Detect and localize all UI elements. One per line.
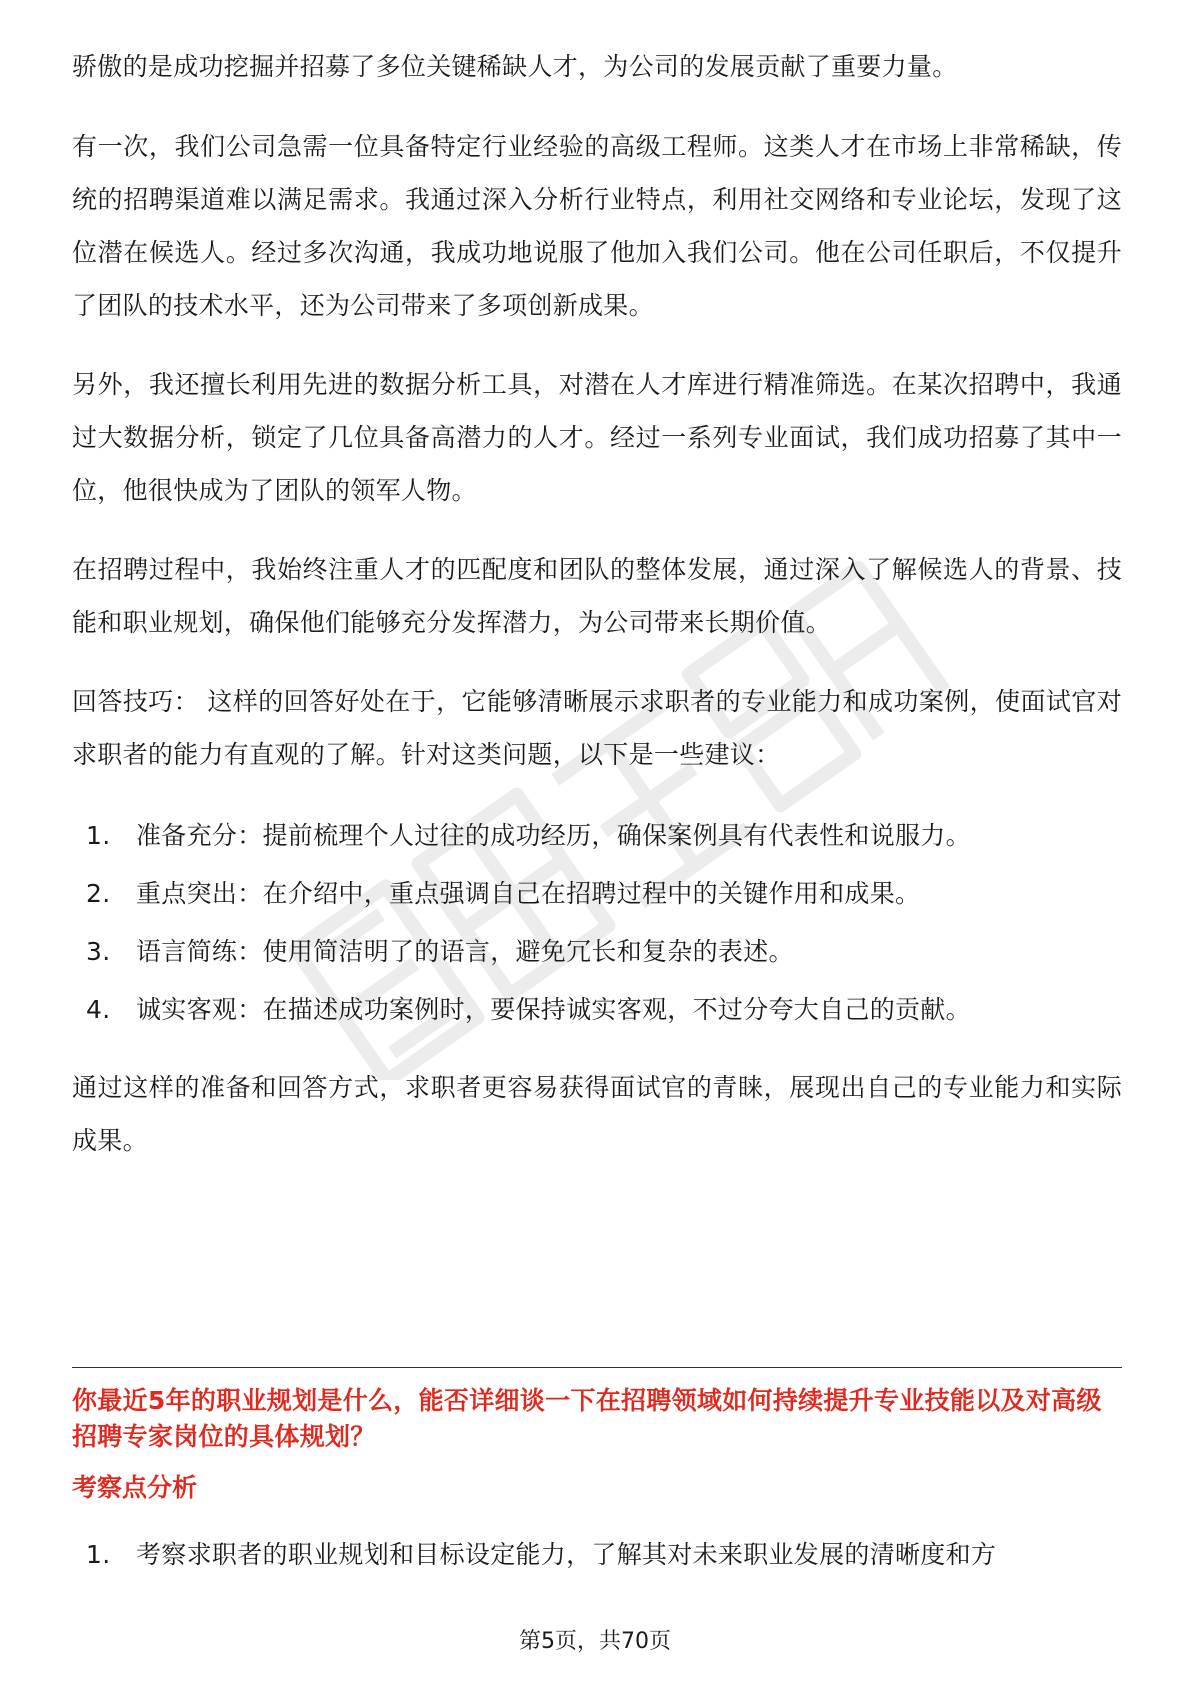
analysis-heading: 考察点分析 (72, 1473, 198, 1502)
document-body (72, 40, 1122, 1193)
list-item-number: 2. (86, 879, 111, 908)
list-item-number: 1. (86, 821, 111, 850)
list-item-text: 准备充分：提前梳理个人过往的成功经历，确保案例具有代表性和说服力。 (136, 821, 971, 850)
paragraph-answer-tips: 回答技巧： 这样的回答好处在于，它能够清晰展示求职者的专业能力和成功案例，使面试官对求职者的能力有直观的了解。针对这类问题，以下是一些建议： (72, 687, 1122, 769)
list-item-text: 语言简练：使用简洁明了的语言，避免冗长和复杂的表述。 (136, 937, 794, 966)
list-item (72, 865, 1122, 923)
paragraph-conclusion: 通过这样的准备和回答方式，求职者更容易获得面试官的青睐，展现出自己的专业能力和实际成果。 (72, 1073, 1122, 1155)
tips-list (72, 807, 1122, 1039)
list-item (72, 923, 1122, 981)
paragraph-engineer-story: 有一次，我们公司急需一位具备特定行业经验的高级工程师。这类人才在市场上非常稀缺，传统的招聘渠道难以满足需求。我通过深入分析行业特点，利用社交网络和专业论坛，发现了这位潜在候选人。经过多次沟通，我成功地说服了他加入我们公司。他在公司任职后，不仅提升了团队的技术水平，还为公司带来了多项创新成果。 (72, 132, 1122, 320)
paragraph-intro: 骄傲的是成功挖掘并招募了多位关键稀缺人才，为公司的发展贡献了重要力量。 (72, 52, 958, 81)
paragraph-recruiting-process: 在招聘过程中，我始终注重人才的匹配度和团队的整体发展，通过深入了解候选人的背景、技能和职业规划，确保他们能够充分发挥潜力，为公司带来长期价值。 (72, 555, 1122, 637)
list-item (72, 807, 1122, 865)
list-item-text: 考察求职者的职业规划和目标设定能力，了解其对未来职业发展的清晰度和方 (136, 1540, 997, 1569)
list-item-number: 1. (86, 1540, 111, 1569)
interview-question: 你最近5年的职业规划是什么，能否详细谈一下在招聘领域如何持续提升专业技能以及对高级招聘专家岗位的具体规划？ (72, 1386, 1102, 1451)
list-item-text: 诚实客观：在描述成功案例时，要保持诚实客观，不过分夸大自己的贡献。 (136, 995, 971, 1024)
paragraph-data-analysis: 另外，我还擅长利用先进的数据分析工具，对潜在人才库进行精准筛选。在某次招聘中，我通过大数据分析，锁定了几位具备高潜力的人才。经过一系列专业面试，我们成功招募了其中一位，他很快成为了团队的领军人物。 (72, 370, 1122, 505)
list-item-text: 重点突出：在介绍中，重点强调自己在招聘过程中的关键作用和成果。 (136, 879, 921, 908)
analysis-list (72, 1530, 1122, 1580)
list-item-number: 3. (86, 937, 111, 966)
page-number: 第5页，共70页 (519, 1629, 671, 1654)
list-item-number: 4. (86, 995, 111, 1024)
list-item (72, 1530, 1122, 1580)
list-item (72, 981, 1122, 1039)
section-divider (72, 1367, 1122, 1368)
